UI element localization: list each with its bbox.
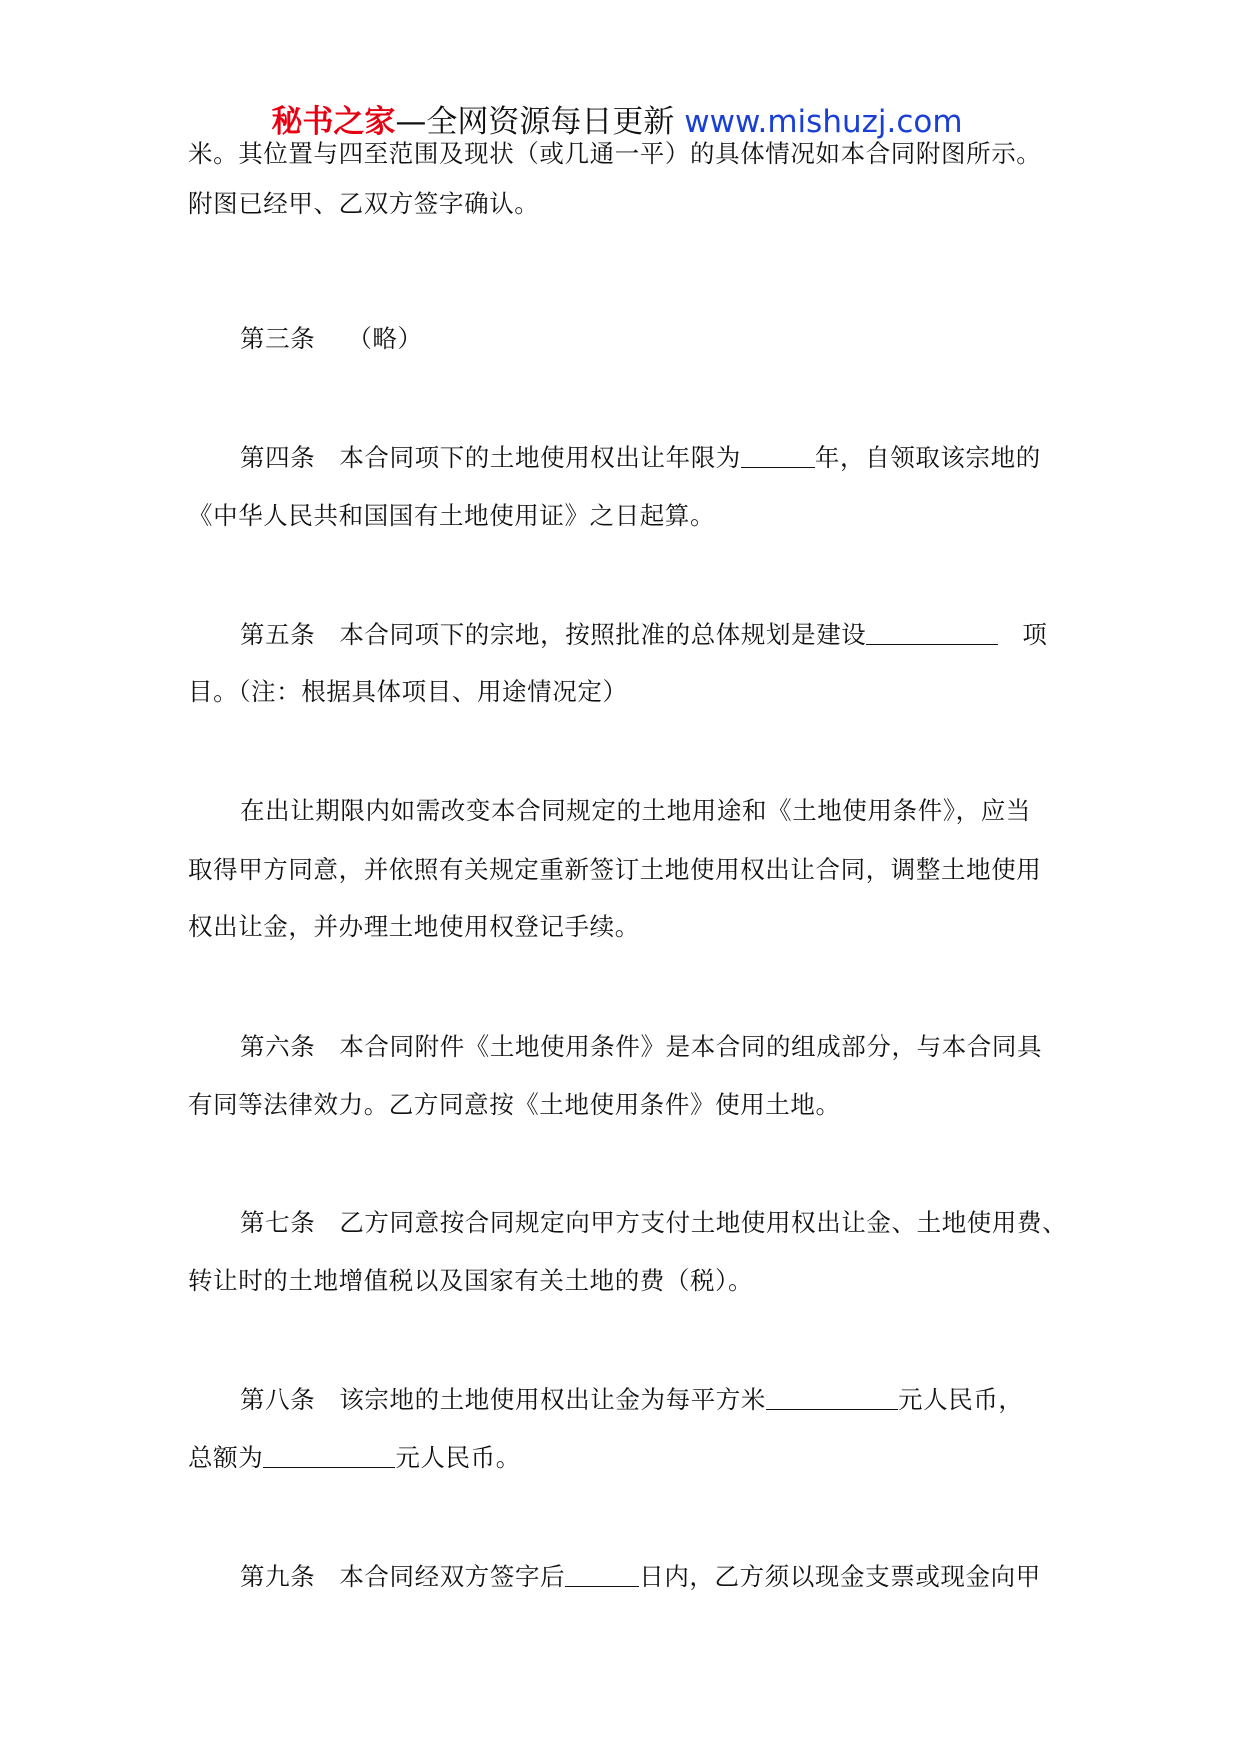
body-line: 目。（注：根据具体项目、用途情况定） xyxy=(188,677,628,706)
article-title: 第七条 xyxy=(240,1208,316,1237)
body-line: 米。其位置与四至范围及现状（或几通一平）的具体情况如本合同附图所示。 xyxy=(188,139,1042,168)
body-line: 附图已经甲、乙双方签字确认。 xyxy=(188,189,540,218)
body-line: 权出让金，并办理土地使用权登记手续。 xyxy=(188,912,640,941)
article-title: 第八条 xyxy=(240,1385,316,1414)
body-line: 取得甲方同意，并依照有关规定重新签订土地使用权出让合同，调整土地使用 xyxy=(188,855,1042,884)
watermark-url[interactable]: www.mishuzj.com xyxy=(684,104,963,140)
body-line: 在出让期限内如需改变本合同规定的土地用途和《土地使用条件》，应当 xyxy=(240,796,1031,825)
article-title: 第三条 xyxy=(240,324,316,353)
body-line: 总额为 元人民币。 xyxy=(188,1443,521,1472)
blank-project xyxy=(866,618,998,645)
article-3 xyxy=(240,322,423,356)
blank-years xyxy=(741,441,815,468)
article-7: 第七条 乙方同意按合同规定向甲方支付土地使用权出让金、土地使用费、 xyxy=(240,1208,1068,1237)
article-title: 第六条 xyxy=(240,1032,316,1061)
article-9: 第九条 本合同经双方签字后 日内，乙方须以现金支票或现金向甲 xyxy=(240,1562,1041,1591)
body-line: 有同等法律效力。乙方同意按《土地使用条件》使用土地。 xyxy=(188,1090,841,1119)
article-title: 第四条 xyxy=(240,443,316,472)
article-title: 第九条 xyxy=(240,1562,316,1591)
article-8: 第八条 该宗地的土地使用权出让金为每平方米 元人民币， xyxy=(240,1385,1024,1414)
watermark-slogan: —全网资源每日更新 xyxy=(395,104,685,140)
article-6: 第六条 本合同附件《土地使用条件》是本合同的组成部分，与本合同具 xyxy=(240,1032,1043,1061)
blank-total xyxy=(263,1441,395,1468)
watermark-brand: 秘书之家 xyxy=(271,104,396,140)
body-line: 转让时的土地增值税以及国家有关土地的费（税）。 xyxy=(188,1266,754,1295)
blank-price xyxy=(766,1383,898,1410)
article-5: 第五条 本合同项下的宗地，按照批准的总体规划是建设 项 xyxy=(240,620,1048,649)
article-text: （略） xyxy=(347,324,423,353)
body-line: 《中华人民共和国国有土地使用证》之日起算。 xyxy=(188,501,716,530)
blank-days xyxy=(565,1560,639,1587)
article-4: 第四条 本合同项下的土地使用权出让年限为 年，自领取该宗地的 xyxy=(240,443,1041,472)
article-title: 第五条 xyxy=(240,620,316,649)
